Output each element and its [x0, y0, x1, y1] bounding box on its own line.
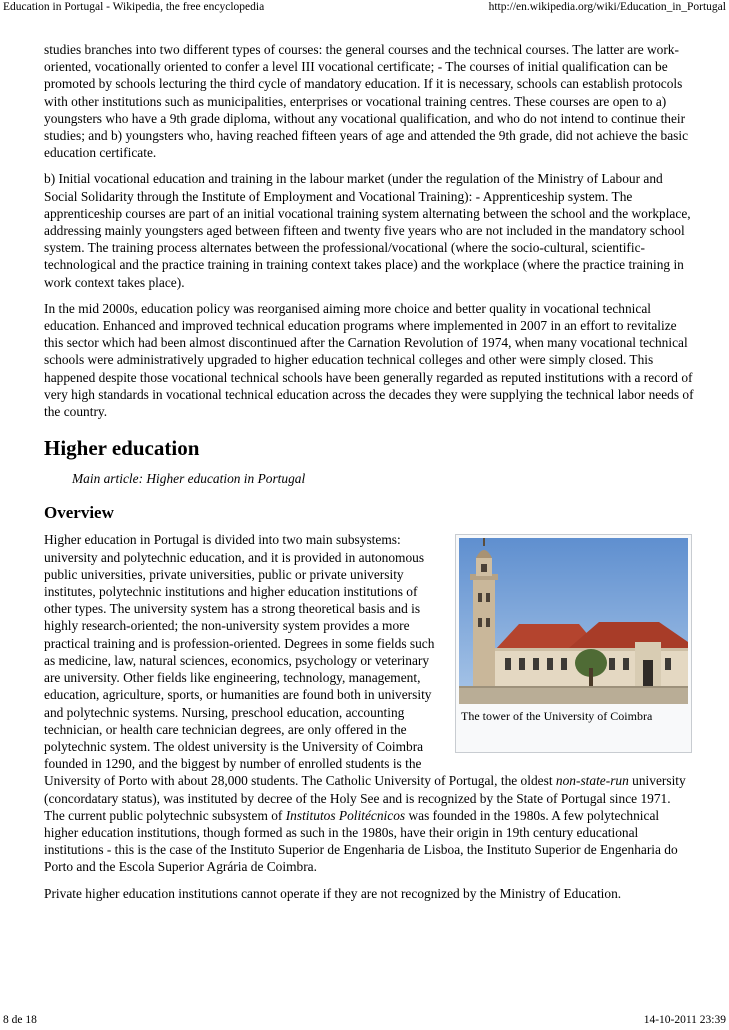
- paragraph-mid-2000s: In the mid 2000s, education policy was reorganised aiming more choice and better quality in vocational technical education. Enhanced and improved technical education programs where implemented in 2007 in an effort to revitalize this sector which had been almost discontinued after the Carnation Revolution of 1974, when many vocational technical schools were administratively upgraded to higher education technical colleges and other were simply closed. This happened despite those vocational technical schools have been generally regarded as reputed institutions with a record of very high standards in vocational technical education across the decades they were supplying the technical labor needs of the country.: [44, 300, 694, 420]
- print-timestamp: 14-10-2011 23:39: [643, 1014, 726, 1026]
- figure-caption: The tower of the University of Coimbra: [461, 709, 653, 724]
- print-footer: [3, 1014, 726, 1028]
- heading-overview: Overview: [44, 503, 114, 523]
- paragraph-overview: [44, 531, 694, 875]
- heading-higher-education: Higher education: [44, 436, 200, 461]
- overview-text-2: university (concordatary status), was instituted by decree of the Holy See and is recognized by the State of Portugal since 1971. The current public polytechnic subsystem of: [44, 773, 686, 823]
- university-photo-graphic: [459, 538, 688, 704]
- paragraph-vocational-courses: studies branches into two different types of courses: the general courses and the technical courses. The latter are work-oriented, vocationally oriented to confer a level III vocational certificate; - The courses of initial qualification can be promoted by schools lecturing the third cycle of mandatory education. If it is necessary, schools can establish protocols with other institutions such as municipalities, enterprises or vocational training centres. These courses are open to a) youngsters who have a 9th grade diploma, without any vocational qualification, and who do not intend to continue their studies; and b) youngsters who, having reached fifteen years of age and attended the 9th grade, did not achieve the basic education certificate.: [44, 42, 689, 161]
- main-article-link[interactable]: Main article: Higher education in Portugal: [72, 471, 306, 487]
- print-header-url[interactable]: http://en.wikipedia.org/wiki/Education_in_Portugal: [488, 1, 726, 13]
- print-header: [3, 1, 726, 15]
- print-header-title: Education in Portugal - Wikipedia, the free encyclopedia: [3, 1, 265, 13]
- university-tower-image[interactable]: [459, 538, 688, 704]
- figure-university-tower: [455, 534, 692, 753]
- overview-italic-institutos: Institutos Politécnicos: [285, 807, 406, 823]
- overview-italic-non-state-run[interactable]: non-state-run: [555, 773, 629, 789]
- overview-text-1: Higher education in Portugal is divided into two main subsystems: university and polytechnic education, and it is provided in autonomous public universities, private universities, public or private university institutes, polytechnic institutions and higher education institutions of other types. The university system has a strong theoretical basis and is highly research-oriented; the non-university system provides a more practical training and is profession-oriented. Degrees in some fields such as medicine, law, natural sciences, economics, psychology or veterinary are university. Other fields like engineering, technology, management, education, agriculture, sports, or humanities are found both in university and polytechnic systems. Nursing, preschool education, accounting technician, or health care technician degrees, are only offered in the polytechnic system. The oldest university is the University of Coimbra founded in 1290, and the biggest by number of enrolled students is the University of Porto with about 28,000 students. The Catholic University of Portugal, the oldest: [44, 532, 556, 789]
- paragraph-labour-market: b) Initial vocational education and training in the labour market (under the regulation of the Ministry of Labour and Social Solidarity through the Institute of Employment and Vocational Training): - Apprenticeship system. The apprenticeship courses are part of an initial vocational training system alternating between the school and the workplace, addressing mainly youngsters aged between fifteen and twenty five years who are not included in the mandatory school system. The training process alternates between the professional/vocational (where the socio-cultural, scientific-technological and the practice training in training context takes place) and the workplace (where the practice training in work context takes place).: [44, 171, 691, 290]
- paragraph-private-institutions: Private higher education institutions cannot operate if they are not recognized by the Ministry of Education.: [44, 885, 622, 901]
- page-counter: 8 de 18: [3, 1014, 37, 1026]
- article-content: [44, 41, 694, 911]
- overview-text-3: was founded in the 1980s. A few polytechnical higher education institutions, though formed as such in the 1980s, have their origin in 19th century educational institutions - this is the case of the Instituto Superior de Engenharia de Lisboa, the Instituto Superior de Engenharia do Porto and the Escola Superior Agrária de Coimbra.: [44, 807, 678, 875]
